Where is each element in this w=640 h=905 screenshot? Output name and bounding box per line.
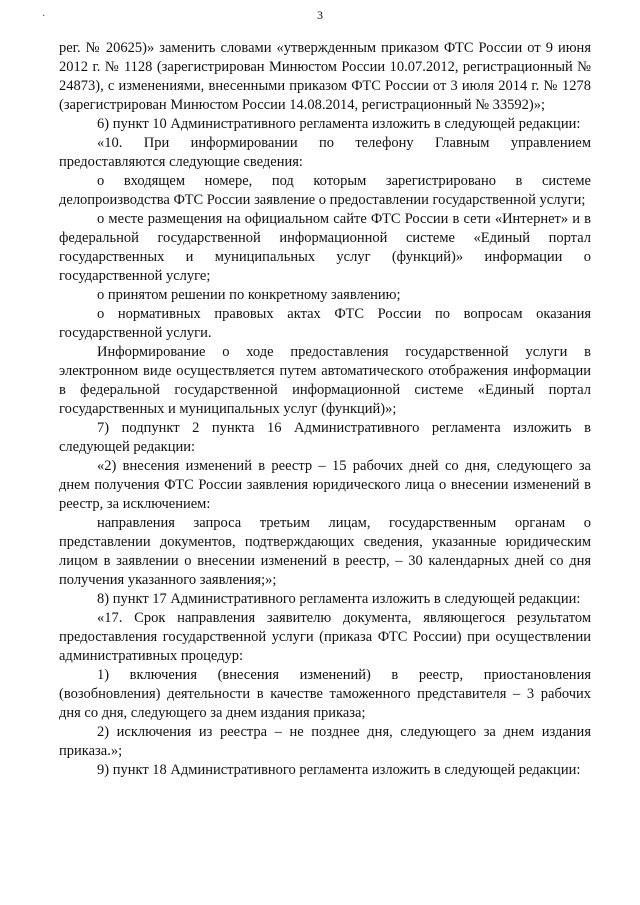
- paragraph: «10. При информировании по телефону Главным управлением предоставляются следующие сведения:: [59, 135, 591, 170]
- paragraph: Информирование о ходе предоставления государственной услуги в электронном виде осуществляется путем автоматического отображения информации в федеральной государственной информационной системе «Единый портал государственных и муниципальных услуг (функций)»;: [59, 344, 591, 417]
- paragraph: о принятом решении по конкретному заявлению;: [97, 287, 401, 303]
- page-number: 3: [317, 8, 323, 22]
- paragraph: 9) пункт 18 Административного регламента изложить в следующей редакции:: [97, 762, 581, 778]
- paragraph: «17. Срок направления заявителю документа, являющегося результатом предоставления государственной услуги (приказа ФТС России) при осуществлении административных процедур:: [59, 610, 591, 664]
- paragraph: рег. № 20625)» заменить словами «утвержденным приказом ФТС России от 9 июня 2012 г. № 1128 (зарегистрирован Минюстом России 10.07.2012, регистрационный № 24873), с изменениями, внесенными приказом ФТС России от 3 июля 2014 г. № 1278 (зарегистрирован Минюстом России 14.08.2014, регистрационный № 33592)»;: [59, 40, 591, 113]
- scan-mark: ·: [42, 11, 46, 22]
- document-body: [59, 39, 591, 780]
- paragraph: 8) пункт 17 Административного регламента изложить в следующей редакции:: [97, 591, 581, 607]
- paragraph: 6) пункт 10 Административного регламента изложить в следующей редакции:: [97, 116, 581, 132]
- paragraph: 1) включения (внесения изменений) в реестр, приостановления (возобновления) деятельности в качестве таможенного представителя – 3 рабочих дня со дня, следующего за днем издания приказа;: [59, 667, 591, 721]
- paragraph: 2) исключения из реестра – не позднее дня, следующего за днем издания приказа.»;: [59, 724, 591, 759]
- paragraph: 7) подпункт 2 пункта 16 Административного регламента изложить в следующей редакции:: [59, 420, 591, 455]
- paragraph: «2) внесения изменений в реестр – 15 рабочих дней со дня, следующего за днем получения ФТС России заявления юридического лица о внесении изменений в реестр, за исключением:: [59, 458, 591, 512]
- paragraph: направления запроса третьим лицам, государственным органам о представлении документов, подтверждающих сведения, указанные юридическим лицом в заявлении о внесении изменений в реестр, – 30 календарных дней со дня получения указанного заявления;»;: [59, 515, 591, 588]
- paragraph: о нормативных правовых актах ФТС России по вопросам оказания государственной услуги.: [59, 306, 591, 341]
- paragraph: о входящем номере, под которым зарегистрировано в системе делопроизводства ФТС России заявление о предоставлении государственной услуги;: [59, 173, 591, 208]
- paragraph: о месте размещения на официальном сайте ФТС России в сети «Интернет» и в федеральной государственной информационной системе «Единый портал государственных и муниципальных услуг (функций)» информации о государственной услуге;: [59, 211, 591, 284]
